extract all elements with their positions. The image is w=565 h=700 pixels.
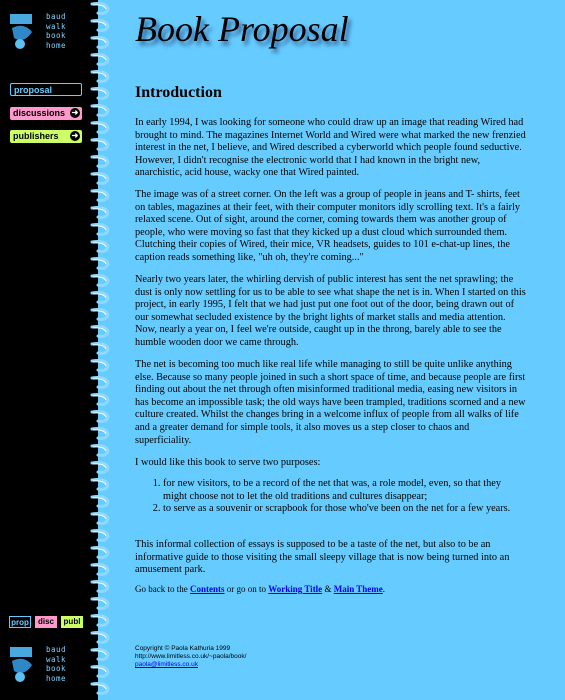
- spiral-binding-decoration: [88, 0, 114, 700]
- nav-proposal-label: proposal: [14, 85, 53, 95]
- footer: [135, 645, 246, 669]
- back-suffix-text: .: [382, 584, 386, 594]
- navigation-line: [135, 584, 385, 594]
- section-heading: Introduction: [135, 84, 222, 101]
- working-title-link[interactable]: Working Title: [268, 584, 323, 594]
- logo-text: [46, 12, 66, 50]
- sidebar: [0, 0, 98, 700]
- page-title: Book Proposal: [135, 9, 349, 49]
- baudwalk-logo-icon: [10, 647, 38, 683]
- logo-line: baud: [46, 12, 67, 21]
- logo-line: walk: [46, 21, 67, 31]
- arrow-right-icon: ➜: [71, 108, 79, 117]
- logo-line: baud: [46, 645, 67, 654]
- logo-text: [46, 645, 66, 683]
- footer-url: http://www.limitless.co.uk/~paola/book/: [135, 653, 247, 660]
- baudwalk-logo-bottom[interactable]: [8, 643, 88, 687]
- baudwalk-logo-top[interactable]: [8, 10, 88, 54]
- mini-nav-discussions[interactable]: disc: [35, 616, 57, 628]
- paragraph: The image was of a street corner. On the left was a group of people in jeans and T- shirts, feet on tables, magazines at their feet, with their computer monitors idly scrolling text. It's a fairly relaxed scene. Out of sight, around the corner, coming towards them was another group of people, who were moving so fast that they kicked up a dust cloud which surrounded them. Clutching their copies of Wired, their mice, VR headsets, guides to 101 e-chat-up lines, the caption reads something like, "uh oh, they're coming...": [135, 189, 521, 263]
- logo-line: book: [46, 31, 67, 40]
- email-link[interactable]: paola@limitless.co.uk: [135, 661, 198, 668]
- baudwalk-logo-icon: [10, 14, 38, 50]
- paragraph: Nearly two years later, the whirling dervish of public interest has sent the net sprawling; the dust is only now settling for us to be able to see what shape the net is in. When I started on this project, in early 1995, I felt that we had just put one foot out of the door, being drawn out of our somewhat secluded existence by the bright lights of market stalls and media attention. Now, nearly a year on, I feel we're outside, caught up in the throng, barely able to see the humble wooden door we came through.: [135, 274, 526, 348]
- list-item: 1. for new visitors, to be a record of the net that was, a role model, even, so that they might choose not to let the old traditions and cultures disappear;: [163, 478, 527, 503]
- ampersand-text: &: [324, 584, 332, 594]
- logo-line: home: [46, 40, 67, 50]
- contents-link[interactable]: Contents: [189, 584, 225, 594]
- logo-line: walk: [46, 654, 67, 664]
- logo-line: book: [46, 664, 67, 673]
- paragraph: The net is becoming too much like real life while managing to still be quite unlike anything else. Because so many people joined in such a short space of time, and because people are first finding out about the net through often misinformed traditional media, easing new visitors in has become an impossible task; the old ways have been trampled, traditions scorned and a new culture created. Whilst the changes bring in a welcome influx of people from all walks of life and a greater demand for simple tools, it also moves us a step closer to chaos and superficiality.: [135, 359, 526, 446]
- paragraph: I would like this book to serve two purposes:: [135, 457, 321, 468]
- mini-nav-publishers[interactable]: publ: [61, 616, 83, 628]
- back-middle-text: or go on to: [226, 584, 266, 594]
- nav-discussions-label: discussions: [13, 108, 66, 118]
- list-item: 2. to serve as a souvenir or scrapbook for those who've been on the net for a few years.: [163, 503, 527, 516]
- main-theme-link[interactable]: Main Theme: [333, 584, 383, 594]
- nav-proposal-button[interactable]: [10, 83, 82, 96]
- paragraph: In early 1994, I was looking for someone who could draw up an image that reading Wired had brought to mind. The magazines Internet World and Wired were what marked the new frenzied interest in the net, I believe, and Wired described a cyberworld which people found seductive. However, I didn't recognise the electronic world that I had known in the bright new, anarchistic, acid house, wacky one that Wired painted.: [135, 117, 526, 179]
- mini-nav-proposal[interactable]: prop: [9, 616, 31, 628]
- paragraph: This informal collection of essays is supposed to be a taste of the net, but also to be an informative guide to those visiting the small sleepy village that is now being turned into an amusement park.: [135, 539, 510, 576]
- arrow-right-icon: ➜: [71, 131, 79, 140]
- nav-discussions-button[interactable]: [10, 107, 82, 120]
- purpose-list: [135, 478, 527, 516]
- copyright-text: Copyright © Paola Kathuria 1999: [135, 645, 231, 652]
- nav-publishers-label: publishers: [13, 131, 59, 141]
- logo-line: home: [46, 673, 67, 683]
- nav-publishers-button[interactable]: [10, 130, 82, 143]
- back-prefix-text: Go back to the: [135, 584, 188, 594]
